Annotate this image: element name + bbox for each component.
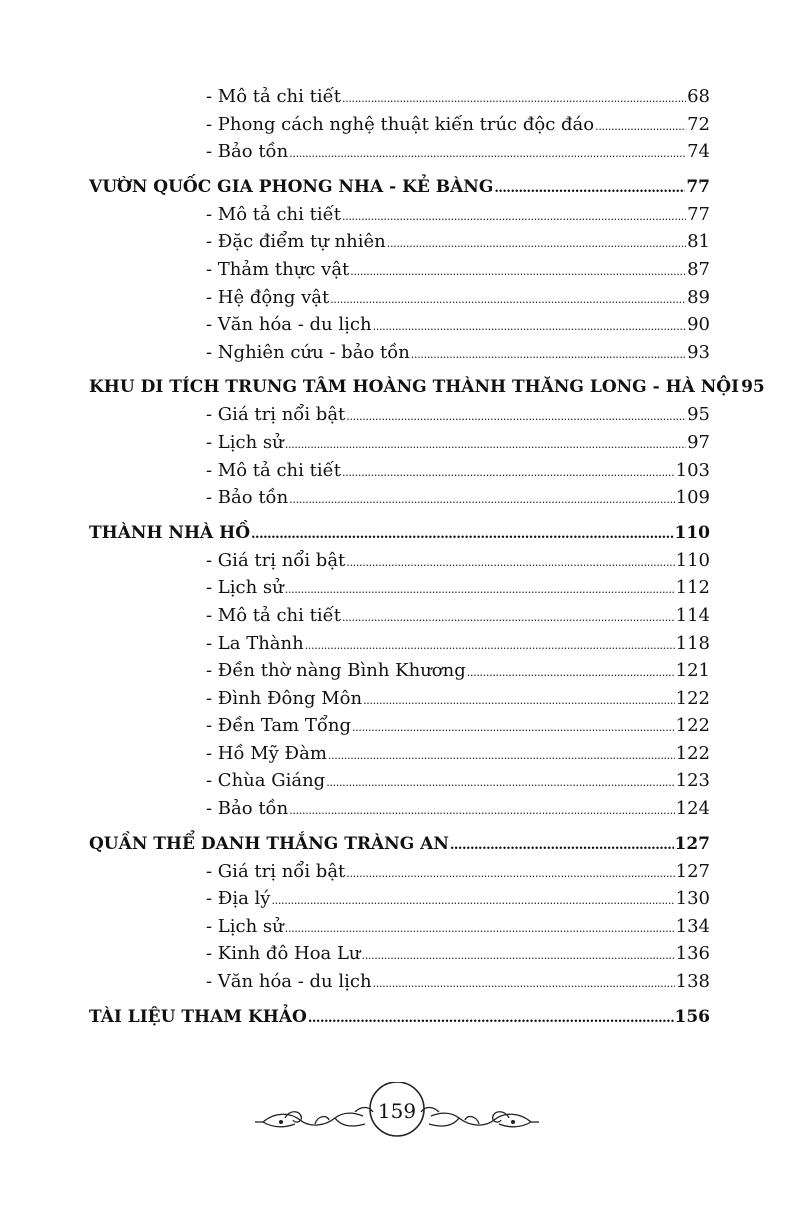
toc-entry-title: - Hồ Mỹ Đàm xyxy=(206,742,327,764)
toc-subentry xyxy=(89,633,710,661)
toc-entry-title: THÀNH NHÀ HỒ xyxy=(89,522,251,543)
toc-page-number: 87 xyxy=(687,258,710,280)
toc-page-number: 74 xyxy=(687,141,710,163)
toc-subentry xyxy=(89,888,710,916)
toc-page-number: 77 xyxy=(686,176,710,197)
toc-page-number: 110 xyxy=(674,522,710,543)
toc-entry-title: KHU DI TÍCH TRUNG TÂM HOÀNG THÀNH THĂNG LONG - HÀ NỘI xyxy=(89,377,740,398)
toc-page-number: 122 xyxy=(675,742,710,764)
dot-leader xyxy=(328,750,675,761)
toc-subentry xyxy=(89,487,710,515)
toc-subentry xyxy=(89,605,710,633)
toc-page-number: 122 xyxy=(675,715,710,737)
toc-subentry xyxy=(89,460,710,488)
toc-subentry xyxy=(89,550,710,578)
toc-entry-title: - Đền thờ nàng Bình Khương xyxy=(206,660,466,682)
toc-subentry xyxy=(89,114,710,142)
dot-leader xyxy=(285,439,686,450)
toc-page-number: 121 xyxy=(675,660,710,682)
toc-entry-title: - Giá trị nổi bật xyxy=(206,549,346,571)
dot-leader xyxy=(342,467,675,478)
toc-entry-title: - Kinh đô Hoa Lư xyxy=(206,943,361,965)
toc-entry-title: - Lịch sử xyxy=(206,577,284,599)
toc-entry-title: - Mô tả chi tiết xyxy=(206,86,341,107)
dot-leader xyxy=(467,667,675,678)
toc-subentry xyxy=(89,916,710,944)
dot-leader xyxy=(330,294,686,305)
toc-entry-title: - Mô tả chi tiết xyxy=(206,459,341,481)
toc-page-number: 77 xyxy=(687,203,710,225)
dot-leader xyxy=(285,923,675,934)
dot-leader xyxy=(289,494,674,505)
toc-subentry xyxy=(89,432,710,460)
toc-page-number: 68 xyxy=(687,86,710,107)
toc-entry-title: - Văn hóa - du lịch xyxy=(206,971,372,993)
toc-subentry xyxy=(89,861,710,889)
toc-section-entry xyxy=(89,177,710,204)
dot-leader xyxy=(411,349,686,360)
toc-entry-title: - Đình Đông Môn xyxy=(206,687,363,709)
toc-entry-title: QUẦN THỂ DANH THẮNG TRÀNG AN xyxy=(89,833,449,854)
dot-leader xyxy=(363,695,675,706)
dot-leader xyxy=(387,238,686,249)
toc-entry-title: - Phong cách nghệ thuật kiến trúc độc đáo xyxy=(206,113,595,135)
toc-page-number: 81 xyxy=(687,231,710,253)
toc-page-number: 114 xyxy=(675,604,710,626)
toc-subentry xyxy=(89,259,710,287)
toc-entry-title: - Lịch sử xyxy=(206,431,284,453)
toc-page-number: 138 xyxy=(675,971,710,993)
toc-page-number: 124 xyxy=(675,798,710,820)
dot-leader xyxy=(271,895,674,906)
dot-leader xyxy=(450,839,674,852)
toc-subentry xyxy=(89,743,710,771)
page-number: 159 xyxy=(377,1099,417,1123)
toc-subentry xyxy=(89,231,710,259)
toc-entry-title: - Địa lý xyxy=(206,888,271,910)
toc-subentry xyxy=(89,314,710,342)
toc-subentry xyxy=(89,141,710,169)
toc-entry-title: - Mô tả chi tiết xyxy=(206,203,341,225)
toc-entry-title: - Giá trị nổi bật xyxy=(206,404,346,426)
toc-section-entry xyxy=(89,834,710,861)
toc-page-number: 89 xyxy=(687,286,710,308)
dot-leader xyxy=(308,1012,674,1025)
dot-leader xyxy=(352,722,675,733)
toc-subentry xyxy=(89,404,710,432)
toc-entry-title: - Hệ động vật xyxy=(206,286,330,308)
toc-page-number: 134 xyxy=(675,915,710,937)
toc-subentry xyxy=(89,86,710,114)
dot-leader xyxy=(342,93,686,104)
toc-page-number: 127 xyxy=(675,860,710,882)
dot-leader xyxy=(289,148,686,159)
toc-section-entry xyxy=(89,1007,710,1034)
page-footer-ornament xyxy=(255,1082,539,1140)
toc-subentry xyxy=(89,715,710,743)
toc-subentry xyxy=(89,971,710,999)
toc-entry-title: - Đặc điểm tự nhiên xyxy=(206,231,386,253)
toc-entry-title: - La Thành xyxy=(206,632,304,654)
toc-section-entry xyxy=(89,523,710,550)
dot-leader xyxy=(342,211,686,222)
dot-leader xyxy=(342,612,675,623)
toc-entry-title: VƯỜN QUỐC GIA PHONG NHA - KẺ BÀNG xyxy=(89,176,494,197)
toc-page-number: 95 xyxy=(741,377,765,398)
toc-entry-title: - Đền Tam Tổng xyxy=(206,715,351,737)
dot-leader xyxy=(346,557,674,568)
toc-entry-title: - Chùa Giáng xyxy=(206,770,326,792)
toc-page-number: 93 xyxy=(687,341,710,363)
toc-page-number: 97 xyxy=(687,431,710,453)
dot-leader xyxy=(346,868,674,879)
toc-page-number: 122 xyxy=(675,687,710,709)
toc-page-number: 72 xyxy=(687,113,710,135)
toc-page-number: 156 xyxy=(674,1006,710,1027)
toc-page-number: 95 xyxy=(687,404,710,426)
dot-leader xyxy=(326,777,674,788)
toc-subentry xyxy=(89,577,710,605)
toc-section-entry xyxy=(89,377,765,404)
toc-subentry xyxy=(89,798,710,826)
dot-leader xyxy=(494,182,685,195)
toc-page-number: 90 xyxy=(687,314,710,336)
toc-entry-title: - Nghiên cứu - bảo tồn xyxy=(206,341,410,363)
toc-entry-title: TÀI LIỆU THAM KHẢO xyxy=(89,1006,307,1027)
dot-leader xyxy=(362,950,675,961)
toc-page-number: 112 xyxy=(675,577,710,599)
dot-leader xyxy=(373,978,675,989)
toc-entry-title: - Lịch sử xyxy=(206,915,284,937)
toc-page-number: 103 xyxy=(675,459,710,481)
toc-subentry xyxy=(89,770,710,798)
dot-leader xyxy=(350,266,686,277)
dot-leader xyxy=(373,321,687,332)
toc-page-number: 110 xyxy=(675,549,710,571)
toc-entry-title: - Bảo tồn xyxy=(206,141,289,163)
toc-subentry xyxy=(89,660,710,688)
toc-entry-title: - Bảo tồn xyxy=(206,798,289,820)
dot-leader xyxy=(251,528,673,541)
toc-entry-title: - Giá trị nổi bật xyxy=(206,860,346,882)
toc-subentry xyxy=(89,342,710,370)
toc-entry-title: - Mô tả chi tiết xyxy=(206,604,341,626)
toc-entry-title: - Bảo tồn xyxy=(206,487,289,509)
toc-subentry xyxy=(89,204,710,232)
dot-leader xyxy=(595,121,686,132)
toc-page-number: 123 xyxy=(675,770,710,792)
toc-page-number: 109 xyxy=(675,487,710,509)
toc-page-number: 136 xyxy=(675,943,710,965)
toc-subentry xyxy=(89,287,710,315)
table-of-contents xyxy=(89,86,765,1034)
dot-leader xyxy=(305,640,675,651)
dot-leader xyxy=(289,805,674,816)
dot-leader xyxy=(285,584,675,595)
toc-subentry xyxy=(89,688,710,716)
toc-page-number: 127 xyxy=(674,833,710,854)
toc-entry-title: - Văn hóa - du lịch xyxy=(206,314,372,336)
toc-entry-title: - Thảm thực vật xyxy=(206,258,350,280)
toc-page-number: 130 xyxy=(675,888,710,910)
toc-page-number: 118 xyxy=(675,632,710,654)
dot-leader xyxy=(346,411,686,422)
toc-subentry xyxy=(89,943,710,971)
